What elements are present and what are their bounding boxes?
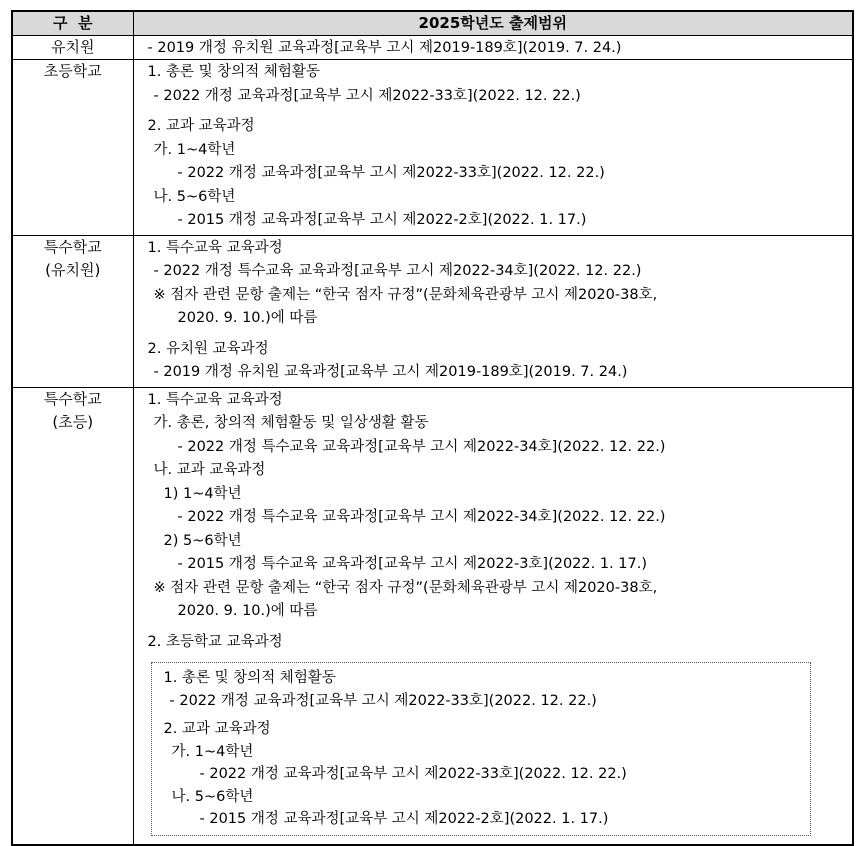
category-label: 유치원 xyxy=(51,38,95,56)
scope-line: - 2022 개정 특수교육 교육과정[교육부 고시 제2022-34호](2022. 12. 22.) xyxy=(153,263,642,279)
category-cell xyxy=(12,36,133,60)
table-row xyxy=(12,387,853,845)
category-sublabel: (초등) xyxy=(52,412,94,431)
box-line: - 2022 개정 교육과정[교육부 고시 제2022-33호](2022. 12. 22.) xyxy=(169,692,597,709)
scope-line: - 2022 개정 특수교육 교육과정[교육부 고시 제2022-34호](2022. 12. 22.) xyxy=(177,438,666,455)
scope-line: 2) 5~6학년 xyxy=(163,532,242,549)
category-cell xyxy=(12,387,133,845)
scope-line: 2. 초등학교 교육과정 xyxy=(147,633,283,650)
scope-line: 나. 5~6학년 xyxy=(153,188,236,205)
scope-line: 2. 유치원 교육과정 xyxy=(147,340,269,357)
scope-line: - 2015 개정 특수교육 교육과정[교육부 고시 제2022-3호](2022. 1. 17.) xyxy=(177,556,648,572)
scope-line: 가. 1~4학년 xyxy=(153,141,236,158)
elementary-curriculum-box xyxy=(151,662,812,836)
note-line: 2020. 9. 10.)에 따름 xyxy=(177,310,318,326)
scope-line: - 2022 개정 교육과정[교육부 고시 제2022-33호](2022. 12. 22.) xyxy=(153,87,581,104)
category-label: 초등학교 xyxy=(43,62,102,80)
category-label: 특수학교 xyxy=(43,389,102,408)
category-cell xyxy=(12,235,133,387)
header-scope: 2025학년도 출제범위 xyxy=(133,11,853,36)
header-category: 구 분 xyxy=(12,11,133,36)
note-line: ※ 점자 관련 문항 출제는 “한국 점자 규정”(문화체육관광부 고시 제2020-38호, xyxy=(153,579,658,596)
box-line: - 2015 개정 교육과정[교육부 고시 제2022-2호](2022. 1. 17.) xyxy=(199,811,609,827)
scope-line: 1. 특수교육 교육과정 xyxy=(147,239,283,256)
scope-line: - 2022 개정 특수교육 교육과정[교육부 고시 제2022-34호](2022. 12. 22.) xyxy=(177,509,666,525)
box-line: 나. 5~6학년 xyxy=(171,788,254,805)
box-line: 1. 총론 및 창의적 체험활동 xyxy=(163,670,336,686)
note-line: 2020. 9. 10.)에 따름 xyxy=(177,603,318,619)
category-cell xyxy=(12,60,133,236)
table-row xyxy=(12,36,853,60)
scope-line: - 2022 개정 교육과정[교육부 고시 제2022-33호](2022. 12. 22.) xyxy=(177,165,605,181)
scope-cell xyxy=(133,36,853,60)
table-row xyxy=(12,60,853,236)
scope-line: - 2019 개정 유치원 교육과정[교육부 고시 제2019-189호](2019. 7. 24.) xyxy=(147,40,622,56)
category-label: 특수학교 xyxy=(43,237,102,256)
scope-cell xyxy=(133,387,853,845)
scope-line: 1. 총론 및 창의적 체험활동 xyxy=(147,64,320,80)
scope-line: - 2015 개정 교육과정[교육부 고시 제2022-2호](2022. 1. 17.) xyxy=(177,212,587,228)
exam-scope-table xyxy=(11,10,854,846)
box-line: 2. 교과 교육과정 xyxy=(163,721,271,737)
scope-cell xyxy=(133,235,853,387)
scope-line: - 2019 개정 유치원 교육과정[교육부 고시 제2019-189호](2019. 7. 24.) xyxy=(153,364,628,380)
table-row xyxy=(12,235,853,387)
scope-cell xyxy=(133,60,853,236)
box-line: 가. 1~4학년 xyxy=(171,743,254,760)
scope-line: 2. 교과 교육과정 xyxy=(147,118,255,134)
note-line: ※ 점자 관련 문항 출제는 “한국 점자 규정”(문화체육관광부 고시 제2020-38호, xyxy=(153,286,658,303)
scope-line: 1. 특수교육 교육과정 xyxy=(147,391,283,408)
table-header-row xyxy=(12,11,853,36)
scope-line: 가. 총론, 창의적 체험활동 및 일상생활 활동 xyxy=(153,415,429,431)
box-line: - 2022 개정 교육과정[교육부 고시 제2022-33호](2022. 12. 22.) xyxy=(199,766,627,782)
category-sublabel: (유치원) xyxy=(45,260,101,279)
scope-line: 1) 1~4학년 xyxy=(163,485,242,502)
scope-line: 나. 교과 교육과정 xyxy=(153,462,266,478)
